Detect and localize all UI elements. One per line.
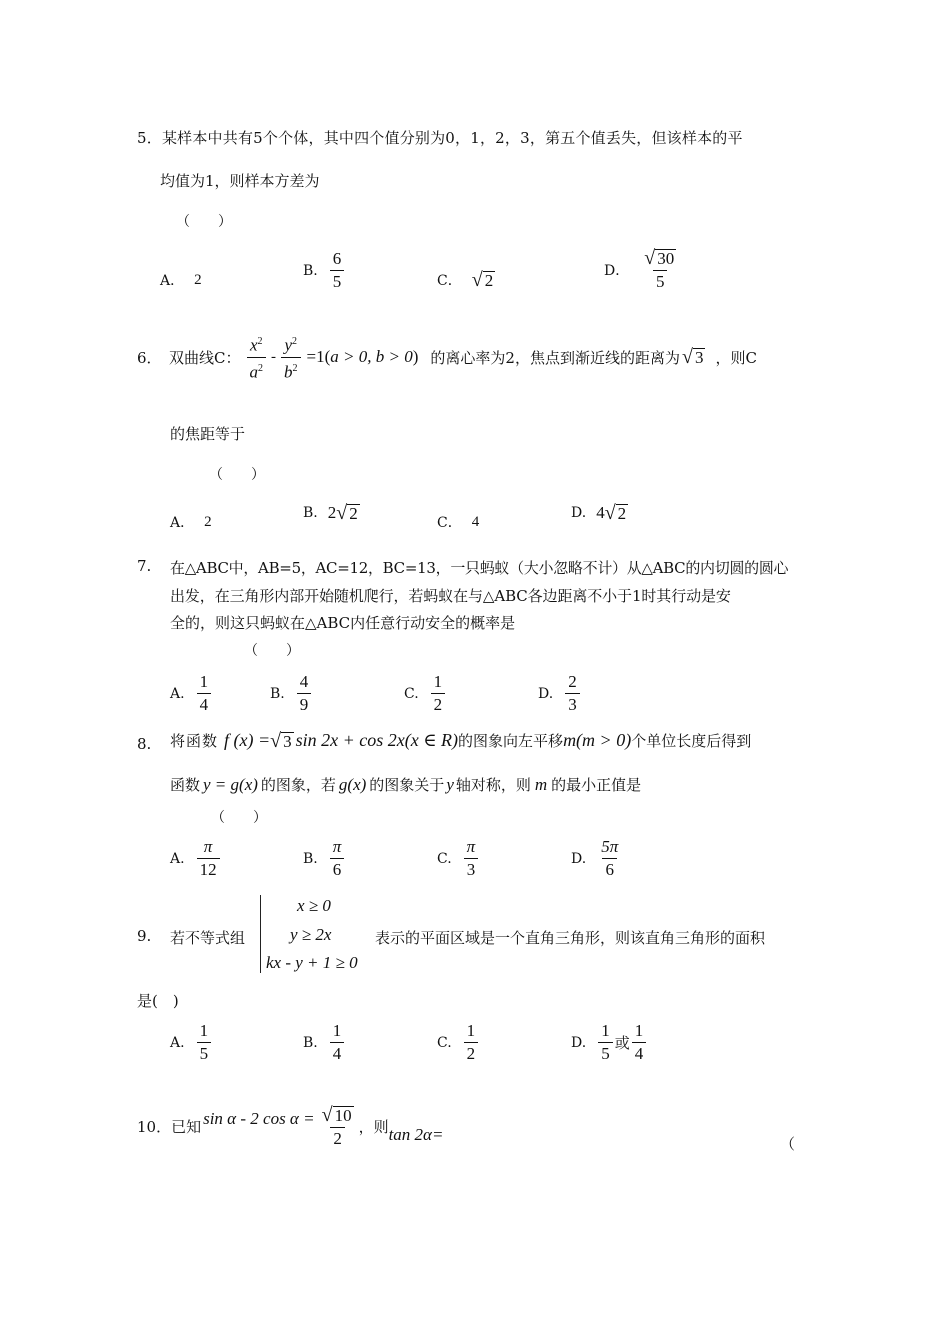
q5-answer-blank: （ ） (176, 214, 232, 230)
q10-line: 10．已知 sin α - 2 cos α = √ 10 2 ，则 tan 2α= (137, 1104, 444, 1148)
q9-option-d: D. $\frac{1}{5}$ 或 $\frac{1}{4}$ (571, 1022, 648, 1063)
q5-option-d-fraction: √ 30 5 (644, 247, 675, 291)
q6-line1: 6． 双曲线C： $\frac{x^2}{a^2}$ - $\frac{y^2}{b^2}$ =1( a > 0, b > 0 ) 的离心率为2，焦点到渐近线的距离为 √ 3 ，则C (137, 333, 757, 381)
q5-option-c-sqrt: √ 2 (471, 269, 494, 291)
q8-option-c: C. $\frac{\pi}{3}$ (437, 838, 480, 879)
q7-option-a: A. $\frac{1}{4}$ (170, 673, 213, 714)
q5-option-c: C． √ 2 (437, 269, 494, 291)
q8-answer-blank: （ ） (211, 810, 267, 826)
q9-number: 9. (137, 927, 152, 945)
q10-answer-paren: （ (780, 1135, 796, 1153)
q6-option-c: C． 4 (437, 513, 480, 531)
q9-tail: 表示的平面区域是一个直角三角形，则该直角三角形的面积 (375, 929, 766, 947)
q6-prefix: 6． 双曲线C： (137, 348, 241, 367)
q6-answer-blank: （ ） (209, 467, 265, 483)
q5-option-a-value: 2 (194, 271, 202, 288)
q7-option-c: C. $\frac{1}{2}$ (404, 673, 447, 714)
q7-line3: 全的，则这只蚂蚁在△ABC内任意行动安全的概率是 (170, 614, 516, 632)
q8-option-b: B. $\frac{\pi}{6}$ (303, 838, 346, 879)
q5-line2: 均值为1，则样本方差为 (160, 172, 320, 190)
q7-line2: 出发，在三角形内部开始随机爬行，若蚂蚁在与△ABC各边距离不小于1时其行动是安 (170, 587, 731, 605)
q9-option-c: C. $\frac{1}{2}$ (437, 1022, 480, 1063)
q7-option-b: B. $\frac{4}{9}$ (270, 673, 313, 714)
q9-option-b: B. $\frac{1}{4}$ (303, 1022, 346, 1063)
q8-line2: 函数 y = g(x) 的图象，若 g(x) 的图象关于 y 轴对称，则 m 的最小正值是 (170, 774, 642, 794)
q9-system-brace (260, 895, 261, 973)
q6-option-d: D. 4 √ 2 (571, 502, 627, 524)
q7-line1: 在△ABC中，AB=5，AC=12，BC=13，一只蚂蚁（大小忽略不计）从△ABC的内切圆的圆心 (170, 559, 789, 577)
q9-lead: 若不等式组 (170, 929, 246, 947)
q8-option-d: D. $\frac{5\pi}{6}$ (571, 837, 619, 879)
q9-ineq2: y ≥ 2x (290, 925, 332, 944)
q7-answer-blank: （ ） (244, 643, 300, 659)
q6-line2: 的焦距等于 (170, 425, 246, 443)
q6-frac-y: $\frac{y^2}{b^2}$ (281, 333, 301, 381)
q5-option-b-fraction: $\frac{6}{5}$ (330, 250, 345, 291)
q6-option-b: B. 2 √ 2 (303, 502, 358, 524)
q5-line1: 5．某样本中共有5个个体，其中四个值分别为0，1，2，3，第五个值丢失，但该样本的平 (137, 129, 743, 147)
q7-option-d: D. $\frac{2}{3}$ (538, 673, 582, 714)
q8-line1: 将函数 f (x) = √ 3 sin 2x + cos 2x(x ∈ R) 的图象向左平移 m(m > 0) 个单位长度后得到 (170, 729, 752, 752)
q9-option-a: A. $\frac{1}{5}$ (170, 1022, 213, 1063)
q9-ineq1: x ≥ 0 (297, 896, 331, 915)
q9-line2: 是( ) (137, 992, 179, 1010)
q6-sqrt3: √ 3 (681, 346, 704, 369)
q6-option-a: A． 2 (170, 513, 212, 531)
q6-frac-x: $\frac{x^2}{a^2}$ (247, 333, 267, 381)
q6-middle: 的离心率为2，焦点到渐近线的距离为 (430, 348, 680, 367)
q5-option-d: D． √ 30 5 (604, 248, 681, 291)
q9-ineq3: kx - y + 1 ≥ 0 (266, 953, 358, 972)
q7-number: 7. (137, 557, 152, 575)
q8-number: 8. (137, 735, 152, 753)
q5-option-a: A． 2 (160, 271, 202, 289)
q8-option-a: A. $\frac{\pi}{12}$ (170, 838, 222, 879)
q5-option-b: B. $\frac{6}{5}$ (303, 250, 346, 291)
